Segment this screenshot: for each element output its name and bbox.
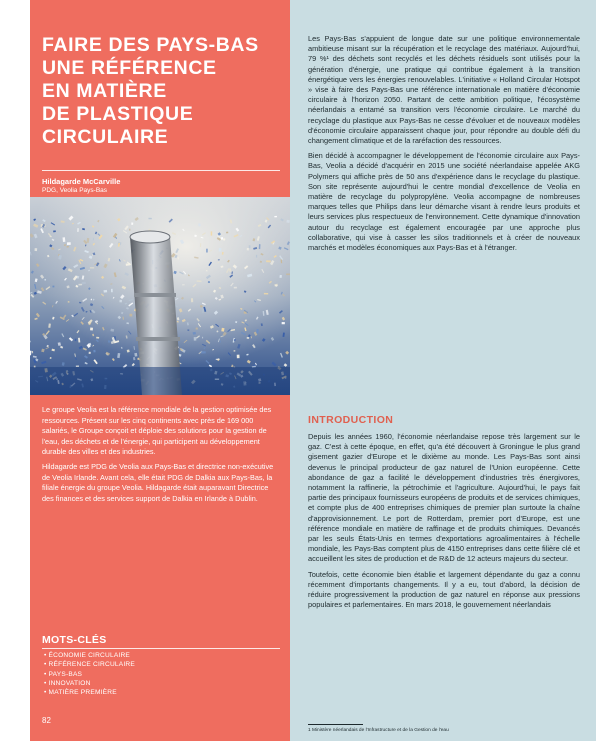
plastic-flake: [77, 228, 79, 232]
plastic-flake: [218, 259, 220, 260]
plastic-flake: [134, 353, 137, 357]
title-line: UNE RÉFÉRENCE: [42, 57, 217, 79]
keyword-item: • RÉFÉRENCE CIRCULAIRE: [44, 661, 135, 669]
plastic-flake: [35, 248, 38, 251]
keywords-list: [44, 651, 135, 697]
body-paragraph: Les Pays-Bas s'appuient de longue date sur une politique environnementale ambitieuse misant sur la récupération et le recyclage des matériaux. Aujourd'hui, 79 %¹ des déchets sont recyclés et les déchets résiduels sont utilisés pour la génération d'énergie, une pratique qui contribue également à la transition énergétique vers les énergies renouvelables. L'initiative « Holland Circular Hotspot » vise à faire des Pays-Bas une référence internationale en matière d'économie circulaire à l'horizon 2050. Partant de cette ambition politique, l'écosystème néerlandais a entamé sa transition vers l'économie circulaire. Le marché du recyclage du plastique aux Pays-Bas ne cesse d'évoluer et de nouveaux modèles d'économie circulaire apparaissent chaque jour, pour répondre au double défi du changement climatique et de la raréfaction des ressources.: [308, 34, 580, 146]
plastic-flake: [202, 337, 203, 339]
title-line: DE PLASTIQUE: [42, 103, 194, 125]
keyword-item: • MATIÈRE PREMIÈRE: [44, 689, 117, 697]
author-name: Hildagarde McCarville: [42, 177, 121, 186]
footnote-divider: [308, 724, 363, 725]
plastic-flake: [90, 267, 94, 268]
page-number: 82: [42, 716, 51, 725]
plastic-flake: [259, 244, 261, 249]
plastic-flake: [191, 298, 193, 302]
plastic-flake: [103, 290, 107, 293]
plastic-flake: [89, 352, 91, 354]
plastic-flake: [93, 238, 94, 241]
bio-paragraph: Le groupe Veolia est la référence mondiale de la gestion optimisée des ressources. Présent sur les cinq continents avec près de 169 000 salariés, le Groupe conçoit et déploie des solutions pour la gestion de l'eau, des déchets et de l'énergie, qui participent au développement durable des villes et des industries.: [42, 405, 272, 457]
plastic-flake: [63, 237, 66, 242]
plastic-flake: [96, 337, 99, 339]
keywords-divider: [42, 648, 280, 649]
plastic-flake: [226, 232, 228, 234]
plastic-flake: [203, 308, 204, 313]
plastic-recycling-photo: [30, 197, 290, 395]
plastic-flake: [129, 229, 130, 231]
body-text: [308, 34, 580, 258]
plastic-flake: [282, 322, 285, 324]
plastic-flake: [78, 284, 82, 286]
plastic-flake: [221, 328, 224, 332]
company-bio: [42, 405, 282, 508]
plastic-flake: [193, 332, 196, 335]
plastic-flake: [53, 230, 56, 232]
plastic-flake: [75, 339, 77, 342]
title-line: FAIRE DES PAYS-BAS: [42, 34, 259, 56]
plastic-flake: [148, 218, 151, 219]
plastic-flake: [233, 350, 235, 352]
plastic-flake: [129, 314, 132, 317]
plastic-flake: [111, 289, 113, 292]
plastic-flake: [93, 350, 95, 353]
plastic-flake: [247, 248, 249, 251]
keyword-item: • PAYS-BAS: [44, 670, 83, 678]
plastic-flake: [131, 222, 133, 224]
plastic-flake: [90, 327, 93, 330]
plastic-flake: [266, 260, 271, 262]
introduction-text: [308, 432, 580, 615]
plastic-flake: [52, 286, 54, 288]
plastic-flake: [208, 281, 210, 283]
keywords-title: MOTS-CLÉS: [42, 634, 107, 646]
plastic-flake: [221, 237, 224, 240]
plastic-flake: [119, 300, 122, 303]
right-column: [290, 0, 596, 741]
plastic-flake: [201, 351, 206, 353]
body-paragraph: Bien décidé à accompagner le développement de l'économie circulaire aux Pays-Bas, Veolia a décidé d'acquérir en 2015 une société néerlandaise appelée AKG Polymers qui affiche près de 50 ans d'expérience dans le recyclage du plastique. Son site représente aujourd'hui le centre mondial d'excellence de Veolia en matière de recyclage du polypropylène. Veolia accompagne de nombreuses marques telles que Philips dans leur démarche visant à rendre leurs produits et leurs services plus respectueux de l'environnement. Cette dynamique d'innovation autour du recyclage est également encouragée par une approche plus collaborative, qui vise à casser les silos traditionnels et à créer de nouveaux marchés et modèles économiques aux Pays-Bas et à l'étranger.: [308, 151, 580, 253]
plastic-flake: [256, 255, 257, 258]
plastic-flake: [76, 366, 79, 367]
plastic-flake: [194, 337, 197, 340]
keyword-item: • INNOVATION: [44, 679, 91, 687]
plastic-flake: [234, 287, 237, 289]
plastic-flake: [247, 337, 249, 339]
plastic-flake: [108, 340, 110, 343]
plastic-flake: [274, 216, 277, 218]
plastic-flake: [219, 248, 222, 252]
keyword-item: • ÉCONOMIE CIRCULAIRE: [44, 652, 131, 659]
article-title: [42, 34, 282, 149]
plastic-flake: [237, 355, 240, 359]
plastic-flake: [127, 349, 130, 352]
intro-paragraph: Toutefois, cette économie bien établie et largement dépendante du gaz a connu récemment d'importants changements. Il y a eu, tout d'abord, la décision de réduire progressivement la production de gaz naturel en réponse aux pressions populaires et parlementaires. En mars 2018, le gouvernement néerlandais: [308, 569, 580, 610]
plastic-flake: [32, 351, 33, 353]
photo-illustration: [30, 197, 290, 395]
plastic-flake: [211, 231, 213, 235]
title-line: CIRCULAIRE: [42, 126, 169, 148]
title-line: EN MATIÈRE: [42, 80, 167, 102]
left-column: [30, 0, 290, 741]
footnote: 1 Ministère néerlandais de l'Infrastructure et de la Gestion de l'eau: [308, 728, 449, 733]
plastic-flake: [264, 293, 268, 295]
introduction-heading: INTRODUCTION: [308, 414, 394, 426]
bio-paragraph: Hildagarde est PDG de Veolia aux Pays-Bas et directrice non-exécutive de Veolia Irlande. Avant cela, elle était PDG de Dalkia aux Pays-Bas, la filiale énergie du groupe Veolia. Hildagarde était auparavant Directrice des finances et des services support de Dalkia en Irlande à Dublin.: [42, 461, 274, 503]
plastic-flake: [206, 249, 207, 253]
intro-paragraph: Depuis les années 1960, l'économie néerlandaise repose très largement sur le gaz. C'est à cette époque, en effet, qu'a été découvert à Groningue le plus grand gisement gazier d'Europe et le dixième au monde. Les Pays-Bas sont ainsi devenus le principal producteur de gaz naturel de l'Union européenne. Cette abondance de gaz a facilité le développement d'industries très énergivores, notamment la raffinerie, la pétrochimie et l'agriculture. Aujourd'hui, le pays fait partie des principaux fournisseurs européens de produits et de services chimiques, et compte plus de 400 entreprises chimiques de premier plan surtoute la chaîne d'approvisionnement. Le port de Rotterdam, premier port d'Europe, est une référence mondiale en matière de raffinage et de produits chimiques. Devancés par les seuls États-Unis en termes d'exportations agroalimentaires à l'échelle mondiale, les Pays-Bas comptent plus de 4150 entreprises dans cette filière clé et accueillent les sites de production et de R&D de 12 acteurs majeurs du secteur.: [308, 432, 580, 564]
title-divider: [42, 170, 280, 171]
plastic-flake: [182, 284, 185, 285]
plastic-flake: [256, 329, 258, 333]
plastic-flake: [279, 275, 282, 278]
author-role: PDG, Veolia Pays-Bas: [42, 187, 108, 194]
plastic-flake: [67, 242, 71, 245]
plastic-flake: [249, 245, 251, 248]
